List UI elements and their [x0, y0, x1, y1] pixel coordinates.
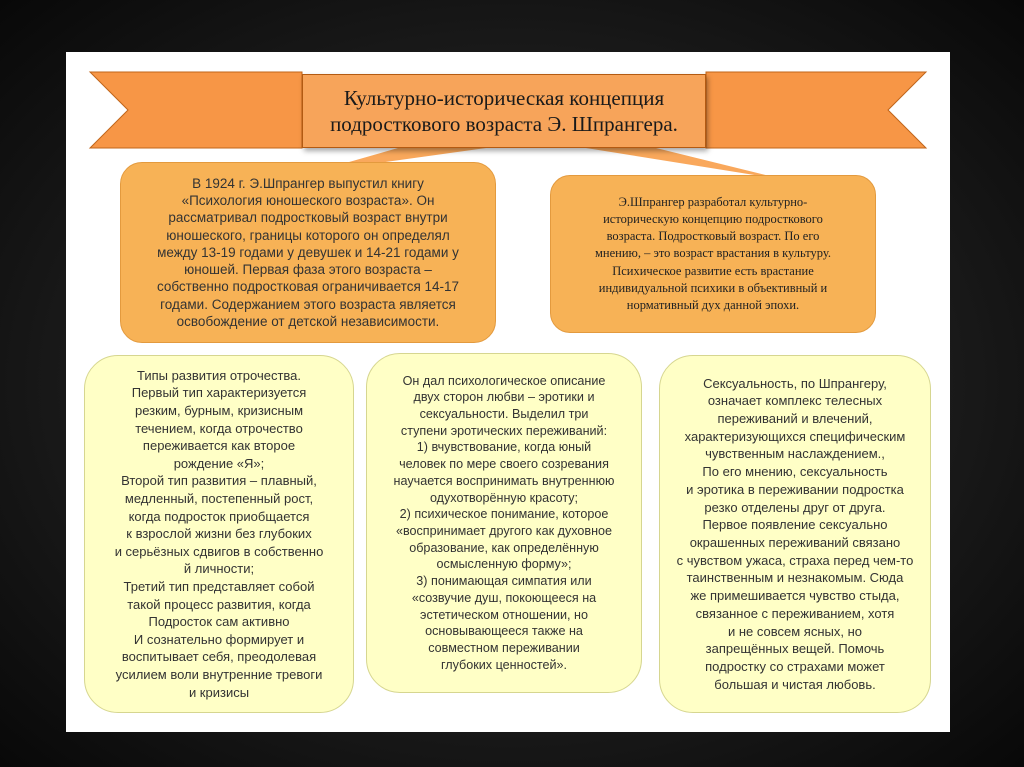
- title-box: [302, 74, 706, 148]
- page-title: Культурно-историческая концепция подросткового возраста Э. Шпрангера.: [330, 86, 678, 136]
- sexuality-text: Сексуальность, по Шпрангеру, означает комплекс телесных переживаний и влечений, характеризующихся специфическим чувственным наслаждением., По его мнению, сексуальность и эротика в переживании подростка резко отделены друг от друга. Первое появление сексуально окрашенных переживаний связано с чувством ужаса, страха перед чем-то таинственным и незнакомым. Сюда же примешивается чувство стыда, связанное с переживанием, хотя и не совсем ясных, но запрещённых вещей. Помочь подростку со страхами может большая и чистая любовь.: [676, 375, 914, 692]
- love-description-text: Он дал психологическое описание двух сторон любви – эротики и сексуальности. Выделил три ступени эротических переживаний: 1) вчувствование, когда юный человек по мере своего созревания научается воспринимать внутреннюю одухотворённую красоту; 2) психическое понимание, которое «воспринимает другого как духовное образование, как определённую осмысленную форму»; 3) понимающая симпатия или «созвучие душ, покоющееся на эстетическом отношении, но основывающееся также на совместном переживании глубоких ценностей».: [393, 373, 615, 672]
- slide: [66, 52, 950, 732]
- history-box: [120, 162, 496, 343]
- love-description-box: [366, 353, 642, 693]
- concept-text: Э.Шпрангер разработал культурно- историческую концепцию подросткового возраста. Подростковый возраст. По его мнению, – это возраст врастания в культуру. Психическое развитие есть врастание индивидуальной психики в объективный и нормативный дух данной эпохи.: [595, 194, 831, 312]
- history-text: В 1924 г. Э.Шпрангер выпустил книгу «Психология юношеского возраста». Он рассматривал подростковый возраст внутри юношеского, границы которого он определял между 13-19 годами у девушек и 14-21 годами у юношей. Первая фаза этого возраста – собственно подростковая ограничивается 14-17 годами. Содержанием этого возраста является освобождение от детской независимости.: [156, 175, 460, 330]
- sexuality-box: [659, 355, 931, 713]
- development-types-text: Типы развития отрочества. Первый тип характеризуется резким, бурным, кризисным течением, когда отрочество переживается как второе рождение «Я»; Второй тип развития – плавный, медленный, постепенный рост, когда подросток приобщается к взрослой жизни без глубоких и серьёзных сдвигов в собственно й личности; Третий тип представляет собой такой процесс развития, когда Подросток сам активно И сознательно формирует и воспитывает себя, преодолевая усилием воли внутренние тревоги и кризисы: [114, 367, 324, 700]
- development-types-box: [84, 355, 354, 713]
- concept-box: [550, 175, 876, 333]
